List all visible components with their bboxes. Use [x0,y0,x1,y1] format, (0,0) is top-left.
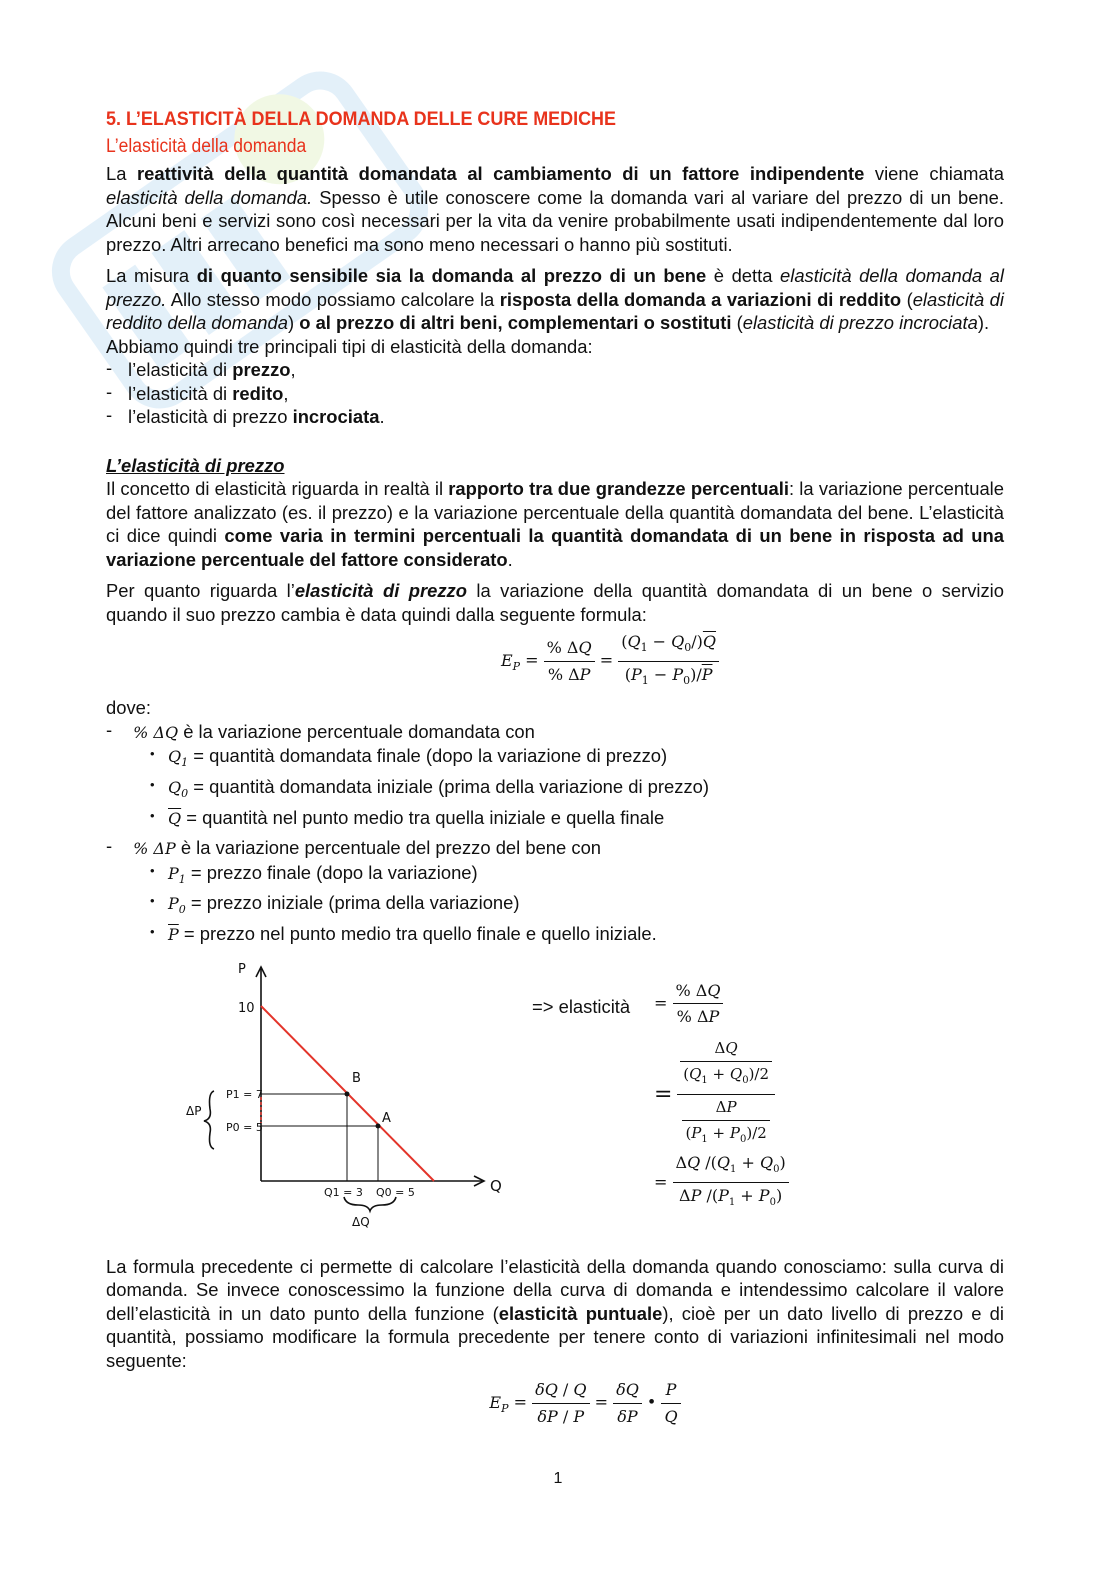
dp-brace [204,1091,214,1149]
elasticity-formula: $E_P$ = $\frac{\% \Delta Q}{\% \Delta P}$ = $\frac{(Q_1 - Q_0/)\overline{Q}}{(P_1 - P_0)/\overline{P}}$ [106,630,1004,692]
dq-label: ΔQ [352,1214,370,1229]
q1-label: Q1 = 3 [324,1185,363,1199]
point-a-dot [376,1123,381,1128]
subsection-title: L’elasticità di prezzo [106,454,285,476]
p0-label: P0 = 5 [226,1120,263,1134]
paragraph-formula-intro: Per quanto riguarda l’elasticità di prezzo la variazione della quantità domandata di un bene o servizio quando il suo prezzo cambia è data quindi dalla seguente formula: [106,580,1005,625]
point-a-label: A [382,1110,391,1126]
dq-brace [344,1197,396,1211]
paragraph-concept: Il concetto di elasticità riguarda in realtà il rapporto tra due grandezze percentuali: la variazione percentuale del fattore analizzato (es. il prezzo) e la variazione percentuale della quantità domandata del bene. L’elasticità ci dice quindi come varia in termini percentuali la quantità domandata di un bene in risposta ad una variazione percentuale del fattore considerato. [106,478,1004,570]
elasticity-arrow-label: => elasticità [532,995,631,1017]
p1-label: P1 = 7 [226,1087,263,1101]
list-item: - % ΔP è la variazione percentuale del prezzo del bene con • $P_1$ = prezzo finale (dopo la variazione) • $P_0$ = prezzo iniziale (prima della variazione) • $\overline{P}$ = prezzo nel punto medio tra quello finale e quello iniziale. [106,836,1004,946]
definitions-list [106,720,1004,947]
elasticity-derivation: => elasticità = $\frac{\% \Delta Q}{\% \Delta P}$ = $\frac{\frac{\Delta Q}{(Q_1 + Q_0)/2}}{\frac{\Delta P}{(P_1 + P_0)/2}}$ = $\frac{\Delta Q /(Q_1 + Q_0)}{\Delta P /(P_1 + P_0)}$ [532,979,832,1035]
demand-curve-graph [166,963,526,1235]
types-list [106,358,1004,429]
q-axis-label: Q [490,1176,502,1195]
dove-label: dove: [106,697,151,719]
list-item: • $P_1$ = prezzo finale (dopo la variazione) [150,861,1004,892]
list-item: - l’elasticità di prezzo incrociata. [106,405,1004,429]
list-item: • $Q_0$ = quantità domandata iniziale (prima della variazione di prezzo) [150,775,1004,806]
page-number: 1 [553,1470,563,1487]
point-b-label: B [352,1070,361,1086]
dp-label: ΔP [186,1103,202,1118]
list-item: - l’elasticità di prezzo, [106,358,1004,382]
document-body [106,108,1004,1432]
list-item: - % ΔQ è la variazione percentuale domandata con • $Q_1$ = quantità domandata finale (dopo la variazione di prezzo) • $Q_0$ = quantità domandata iniziale (prima della variazione di prezzo) • $\overline{Q}$ = quantità nel punto medio tra quella iniziale e quella finale [106,720,1004,830]
q0-label: Q0 = 5 [376,1185,415,1199]
point-elasticity-formula: $E_P$ = $\frac{\delta Q / Q}{\delta P / P}$ = $\frac{\delta Q}{\delta P}$ • $\frac{P}{Q}$ [106,1378,1004,1428]
paragraph-measure: La misura di quanto sensibile sia la domanda al prezzo di un bene è detta elasticità della domanda al prezzo. Allo stesso modo possiamo calcolare la risposta della domanda a variazioni di reddito (elasticità di reddito della domanda) o al prezzo di altri beni, complementari o sostituti (elasticità di prezzo incrociata). [106,265,1004,333]
list-item: • $\overline{P}$ = prezzo nel punto medio tra quello finale e quello iniziale. [150,922,1004,947]
list-item: • $\overline{Q}$ = quantità nel punto medio tra quella iniziale e quella finale [150,806,1004,831]
graph-section [106,957,1004,1247]
paragraph-point-elasticity: La formula precedente ci permette di calcolare l’elasticità della domanda quando conosciamo: sulla curva di domanda. Se invece conoscessimo la funzione della curva di domanda e intendessimo calcolare il valore dell’elasticità in un dato punto della funzione (elasticità puntuale), cioè per un dato livello di prezzo e di quantità, possiamo modificare la formula precedente per tenere conto di variazioni infinitesimali nel modo seguente: [106,1255,1004,1371]
point-b-dot [345,1091,350,1096]
types-intro: Abbiamo quindi tre principali tipi di elasticità della domanda: [106,335,593,357]
list-item: • $P_0$ = prezzo iniziale (prima della variazione) [150,891,1004,922]
list-item: • $Q_1$ = quantità domandata finale (dopo la variazione di prezzo) [150,744,1004,775]
paragraph-intro: La reattività della quantità domandata al cambiamento di un fattore indipendente viene chiamata elasticità della domanda. Spesso è utile conoscere come la domanda vari al variare del prezzo di un bene. Alcuni beni e servizi sono così necessari per la vita da venire probabilmente usati indipendentemente dal loro prezzo. Altri arrecano benefici ma sono meno necessari o hanno più sostituti. [106,163,1004,255]
y-intercept-label: 10 [238,1000,255,1016]
p-axis-label: P [238,962,246,977]
chapter-title: 5. L’ELASTICITÀ DELLA DOMANDA DELLE CURE MEDICHE [106,108,616,130]
list-item: - l’elasticità di redito, [106,382,1004,406]
section-title: L’elasticità della domanda [106,135,307,157]
